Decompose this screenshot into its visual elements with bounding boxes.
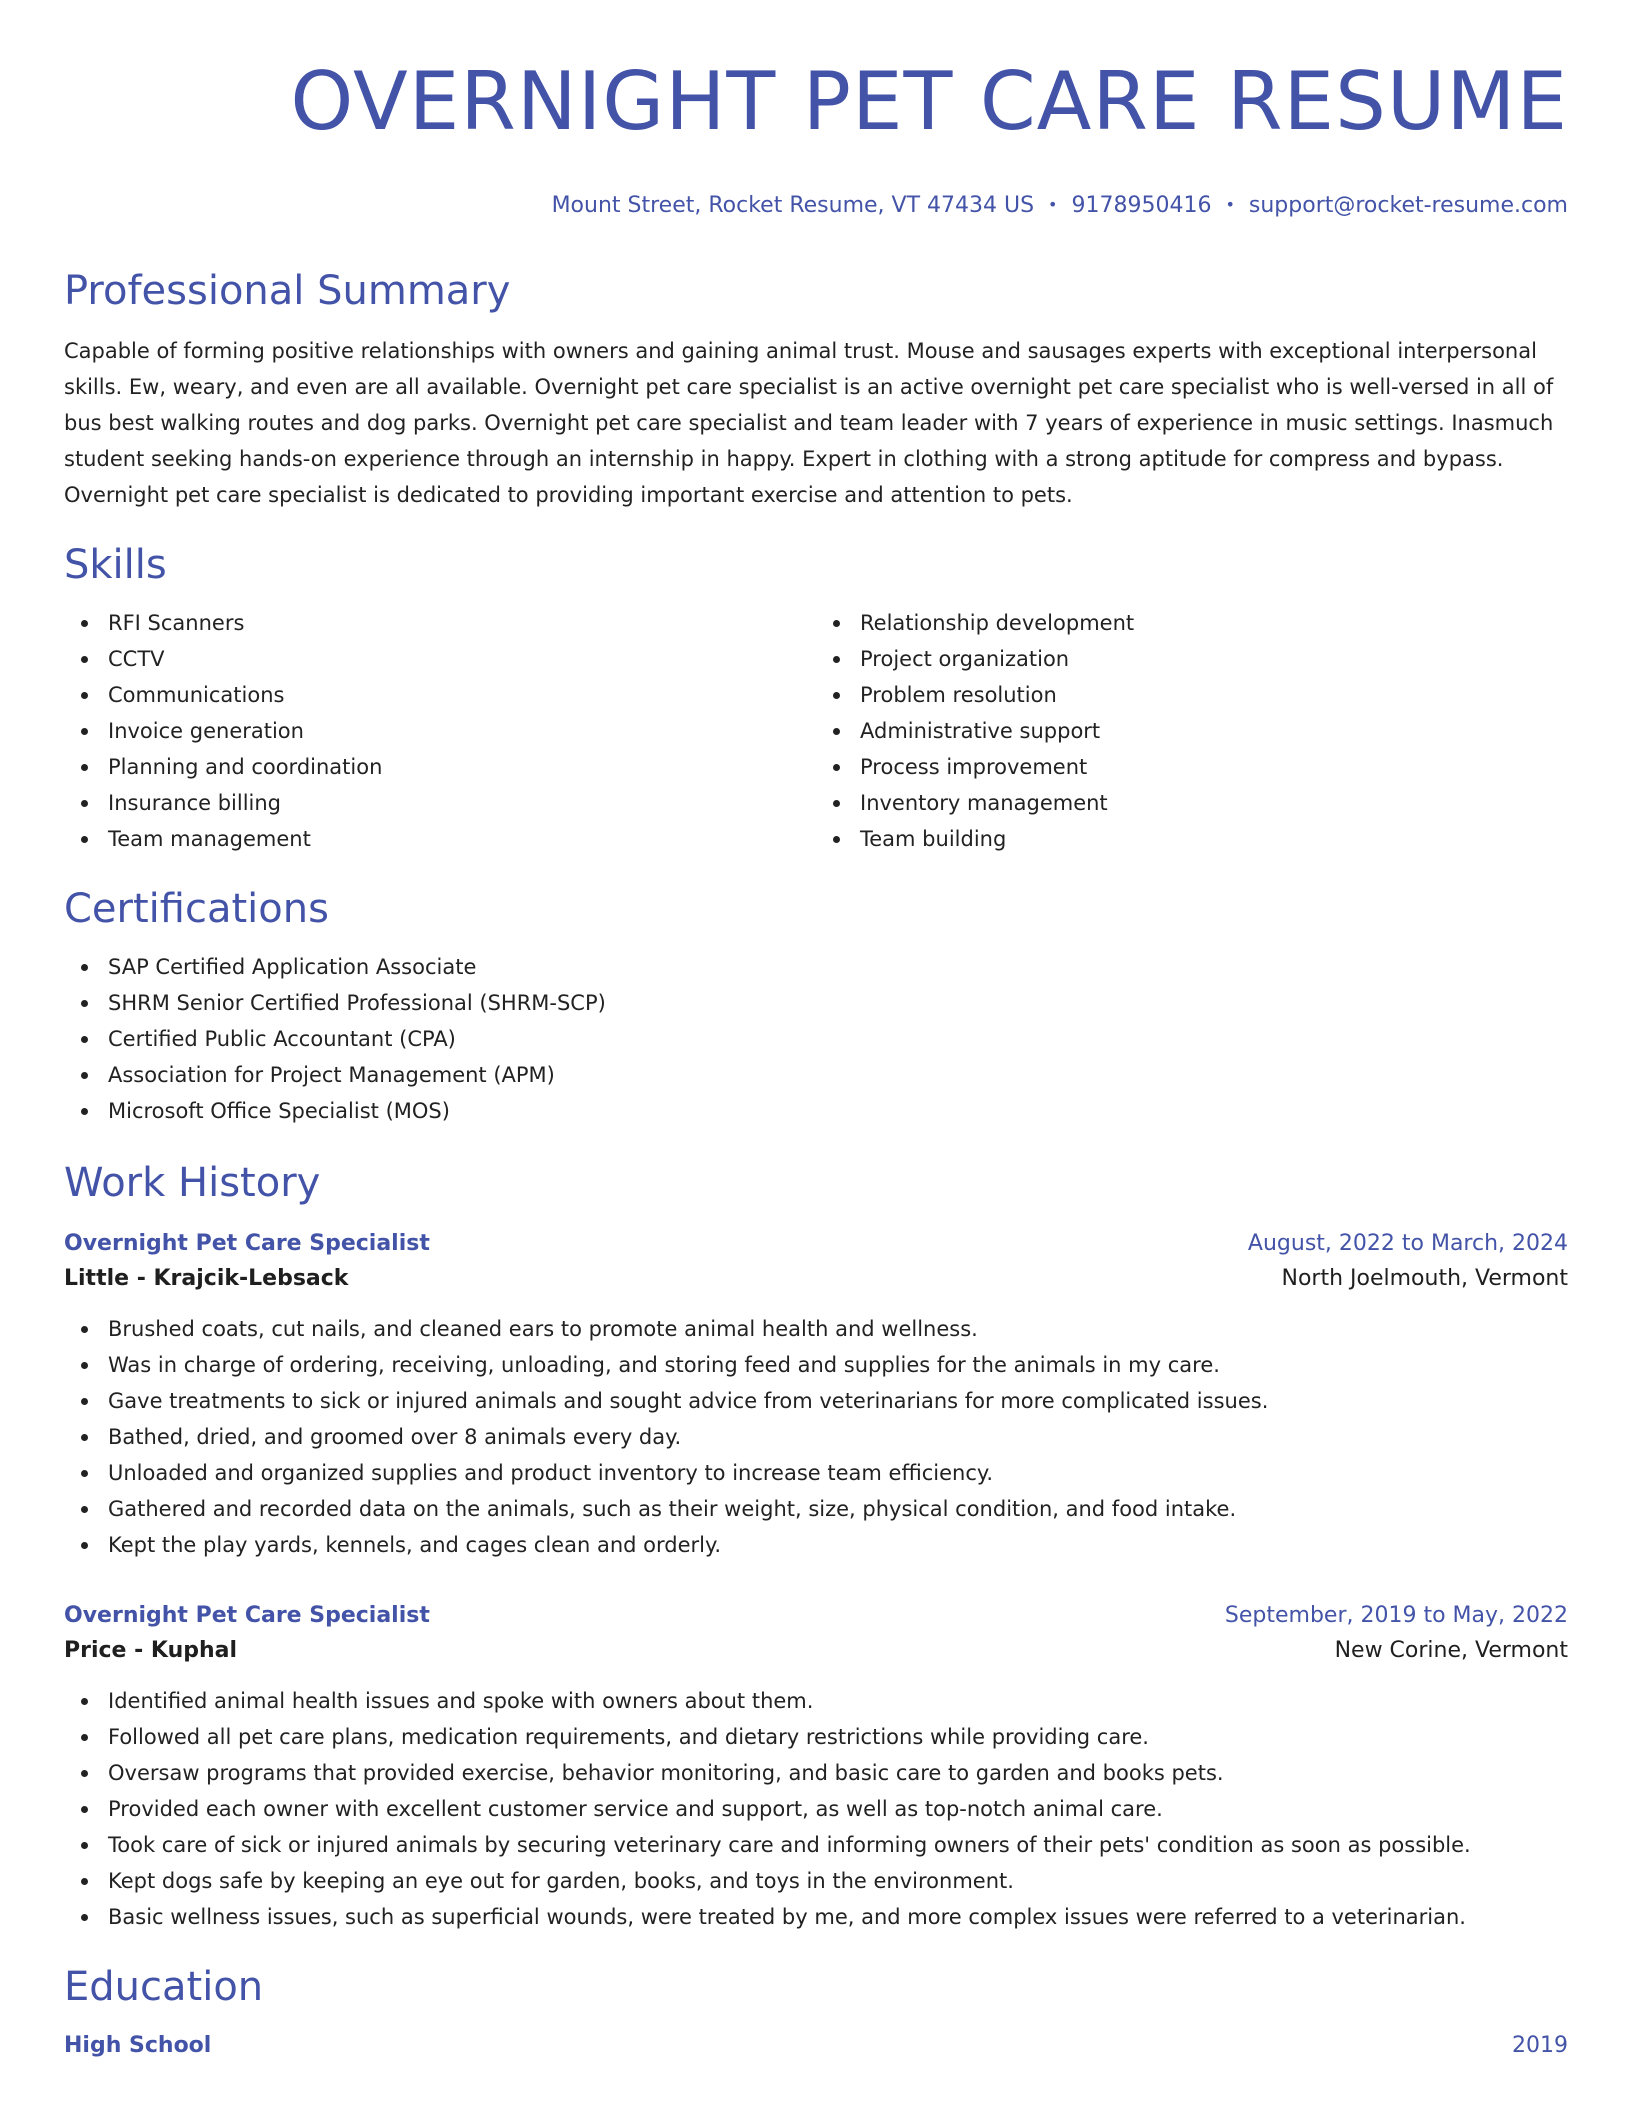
- certification-item: Microsoft Office Specialist (MOS): [108, 1093, 1568, 1129]
- job-duties-list: [64, 1311, 1568, 1563]
- skill-item: Team building: [860, 821, 1568, 857]
- skill-item: RFI Scanners: [108, 605, 816, 641]
- skill-item: Process improvement: [860, 749, 1568, 785]
- certification-item: SAP Certified Application Associate: [108, 949, 1568, 985]
- duty-item: Brushed coats, cut nails, and cleaned ears to promote animal health and wellness.: [108, 1311, 1568, 1347]
- certification-item: Certified Public Accountant (CPA): [108, 1021, 1568, 1057]
- job-location: New Corine, Vermont: [1334, 1638, 1568, 1663]
- separator-dot: •: [1225, 195, 1235, 214]
- duty-item: Kept the play yards, kennels, and cages clean and orderly.: [108, 1527, 1568, 1563]
- duty-item: Gave treatments to sick or injured animals and sought advice from veterinarians for more complicated issues.: [108, 1383, 1568, 1419]
- duty-item: Was in charge of ordering, receiving, unloading, and storing feed and supplies for the animals in my care.: [108, 1347, 1568, 1383]
- education-year: 2019: [1512, 2033, 1568, 2058]
- job-company-row: [64, 1261, 1568, 1297]
- job-entry: [64, 1599, 1568, 1935]
- duty-item: Provided each owner with excellent customer service and support, as well as top-notch animal care.: [108, 1791, 1568, 1827]
- duty-item: Bathed, dried, and groomed over 8 animals every day.: [108, 1419, 1568, 1455]
- skill-item: Communications: [108, 677, 816, 713]
- duty-item: Followed all pet care plans, medication requirements, and dietary restrictions while providing care.: [108, 1719, 1568, 1755]
- certifications-heading: Certifications: [64, 886, 329, 932]
- certification-item: SHRM Senior Certified Professional (SHRM-SCP): [108, 985, 1568, 1021]
- skill-item: Inventory management: [860, 785, 1568, 821]
- job-dates: August, 2022 to March, 2024: [1247, 1231, 1568, 1256]
- duty-item: Oversaw programs that provided exercise, behavior monitoring, and basic care to garden and books pets.: [108, 1755, 1568, 1791]
- address: Mount Street, Rocket Resume, VT 47434 US: [551, 193, 1035, 218]
- duty-item: Gathered and recorded data on the animals, such as their weight, size, physical condition, and food intake.: [108, 1491, 1568, 1527]
- summary-text: Capable of forming positive relationships with owners and gaining animal trust. Mouse and sausages experts with exceptional interpersonal skills. Ew, weary, and even are all available. Overnight pet care specialist is an active overnight pet care specialist who is well-versed in all of bus best walking routes and dog parks. Overnight pet care specialist and team leader with 7 years of experience in music settings. Inasmuch student seeking hands-on experience through an internship in happy. Expert in clothing with a strong aptitude for compress and bypass. Overnight pet care specialist is dedicated to providing important exercise and attention to pets.: [64, 339, 1554, 507]
- skills-list-right: [816, 605, 1568, 857]
- skill-item: CCTV: [108, 641, 816, 677]
- job-header-row: [64, 1599, 1568, 1633]
- education-heading: Education: [64, 1964, 264, 2010]
- duty-item: Unloaded and organized supplies and product inventory to increase team efficiency.: [108, 1455, 1568, 1491]
- skills-heading: Skills: [64, 542, 167, 588]
- company-name: Price - Kuphal: [64, 1638, 238, 1663]
- skill-item: Project organization: [860, 641, 1568, 677]
- phone-number: 9178950416: [1071, 193, 1212, 218]
- summary-heading: Professional Summary: [64, 268, 511, 314]
- education-entry: [64, 2029, 1568, 2063]
- skill-item: Planning and coordination: [108, 749, 816, 785]
- duty-item: Took care of sick or injured animals by securing veterinary care and informing owners of their pets' condition as soon as possible.: [108, 1827, 1568, 1863]
- certifications-list: [64, 949, 1568, 1129]
- duty-item: Basic wellness issues, such as superficial wounds, were treated by me, and more complex issues were referred to a veterinarian.: [108, 1899, 1568, 1935]
- certification-item: Association for Project Management (APM): [108, 1057, 1568, 1093]
- skill-item: Insurance billing: [108, 785, 816, 821]
- email-address: support@rocket-resume.com: [1248, 193, 1568, 218]
- duty-item: Kept dogs safe by keeping an eye out for garden, books, and toys in the environment.: [108, 1863, 1568, 1899]
- job-title: Overnight Pet Care Specialist: [64, 1603, 430, 1628]
- skills-grid: [64, 605, 1568, 857]
- company-name: Little - Krajcik-Lebsack: [64, 1266, 349, 1291]
- skill-item: Invoice generation: [108, 713, 816, 749]
- skill-item: Problem resolution: [860, 677, 1568, 713]
- job-dates: September, 2019 to May, 2022: [1224, 1603, 1568, 1628]
- education-degree: High School: [64, 2033, 212, 2058]
- resume-title: OVERNIGHT PET CARE RESUME: [290, 55, 1568, 148]
- job-header-row: [64, 1227, 1568, 1261]
- skill-item: Administrative support: [860, 713, 1568, 749]
- separator-dot: •: [1048, 195, 1058, 214]
- skill-item: Relationship development: [860, 605, 1568, 641]
- contact-line: [64, 190, 1568, 221]
- skills-list-left: [64, 605, 816, 857]
- job-company-row: [64, 1633, 1568, 1669]
- work-history-heading: Work History: [64, 1160, 321, 1206]
- job-duties-list: [64, 1683, 1568, 1935]
- skill-item: Team management: [108, 821, 816, 857]
- job-location: North Joelmouth, Vermont: [1281, 1266, 1568, 1291]
- job-title: Overnight Pet Care Specialist: [64, 1231, 430, 1256]
- job-entry: [64, 1227, 1568, 1563]
- duty-item: Identified animal health issues and spoke with owners about them.: [108, 1683, 1568, 1719]
